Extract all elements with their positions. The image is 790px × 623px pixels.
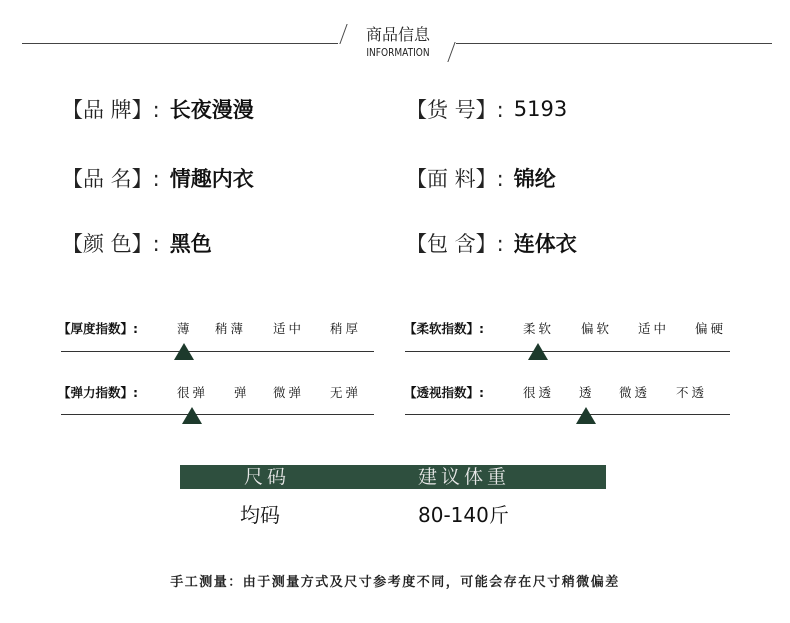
weight-cell: 80-140斤 xyxy=(418,503,509,527)
name-label: 【品 名】: xyxy=(62,167,160,191)
section-title: 商品信息 xyxy=(365,25,430,44)
sku-row xyxy=(406,94,567,124)
softness-option: 柔软 xyxy=(523,321,555,336)
brand-value: 长夜漫漫 xyxy=(169,98,254,122)
elasticity-scale-line xyxy=(61,414,374,415)
softness-label: 【柔软指数】: xyxy=(404,321,484,336)
brand-row xyxy=(62,94,254,124)
measurement-note: 手工测量：由于测量方式及尺寸参考度不同，可能会存在尺寸稍微偏差 xyxy=(170,575,620,590)
fabric-label: 【面 料】: xyxy=(406,167,504,191)
size-table-header xyxy=(180,465,606,489)
includes-label: 【包 含】: xyxy=(406,232,504,256)
color-row xyxy=(62,228,212,258)
softness-option: 偏软 xyxy=(581,321,613,336)
header-rule-right xyxy=(456,43,772,44)
sku-label: 【货 号】: xyxy=(406,98,504,122)
thickness-scale-line xyxy=(61,351,374,352)
transparency-marker xyxy=(576,407,596,424)
fabric-value: 锦纶 xyxy=(513,167,556,191)
elasticity-option: 微弹 xyxy=(273,385,305,400)
color-value: 黑色 xyxy=(169,232,212,256)
sku-value: 5193 xyxy=(513,97,568,121)
header-slash-left xyxy=(339,24,347,44)
thickness-index xyxy=(58,319,378,351)
section-subtitle: INFORMATION xyxy=(366,46,430,59)
header-rule-left xyxy=(22,43,338,44)
header-slash-right xyxy=(447,42,455,62)
thickness-label: 【厚度指数】: xyxy=(58,321,138,336)
transparency-option: 微透 xyxy=(619,385,651,400)
thickness-marker xyxy=(174,343,194,360)
fabric-row xyxy=(406,163,556,193)
elasticity-option: 很弹 xyxy=(177,385,209,400)
brand-label: 【品 牌】: xyxy=(62,98,160,122)
softness-scale-line xyxy=(405,351,730,352)
name-value: 情趣内衣 xyxy=(169,167,254,191)
transparency-option: 不透 xyxy=(676,385,708,400)
transparency-option: 透 xyxy=(579,385,592,400)
transparency-index xyxy=(404,383,734,415)
softness-marker xyxy=(528,343,548,360)
elasticity-option: 无弹 xyxy=(330,385,362,400)
size-cell: 均码 xyxy=(240,503,280,527)
elasticity-option: 弹 xyxy=(234,385,247,400)
weight-column-header: 建议体重 xyxy=(418,466,511,488)
softness-option: 适中 xyxy=(638,321,670,336)
softness-option: 偏硬 xyxy=(695,321,727,336)
color-label: 【颜 色】: xyxy=(62,232,160,256)
name-row xyxy=(62,163,254,193)
softness-index xyxy=(404,319,734,351)
transparency-label: 【透视指数】: xyxy=(404,385,484,400)
includes-value: 连体衣 xyxy=(513,232,577,256)
transparency-option: 很透 xyxy=(523,385,555,400)
elasticity-label: 【弹力指数】: xyxy=(58,385,138,400)
elasticity-index xyxy=(58,383,378,415)
elasticity-marker xyxy=(182,407,202,424)
includes-row xyxy=(406,228,577,258)
thickness-option: 稍厚 xyxy=(330,321,362,336)
thickness-option: 稍薄 xyxy=(215,321,247,336)
size-column-header: 尺码 xyxy=(244,466,291,488)
transparency-scale-line xyxy=(405,414,730,415)
thickness-option: 适中 xyxy=(273,321,305,336)
thickness-option: 薄 xyxy=(177,321,190,336)
